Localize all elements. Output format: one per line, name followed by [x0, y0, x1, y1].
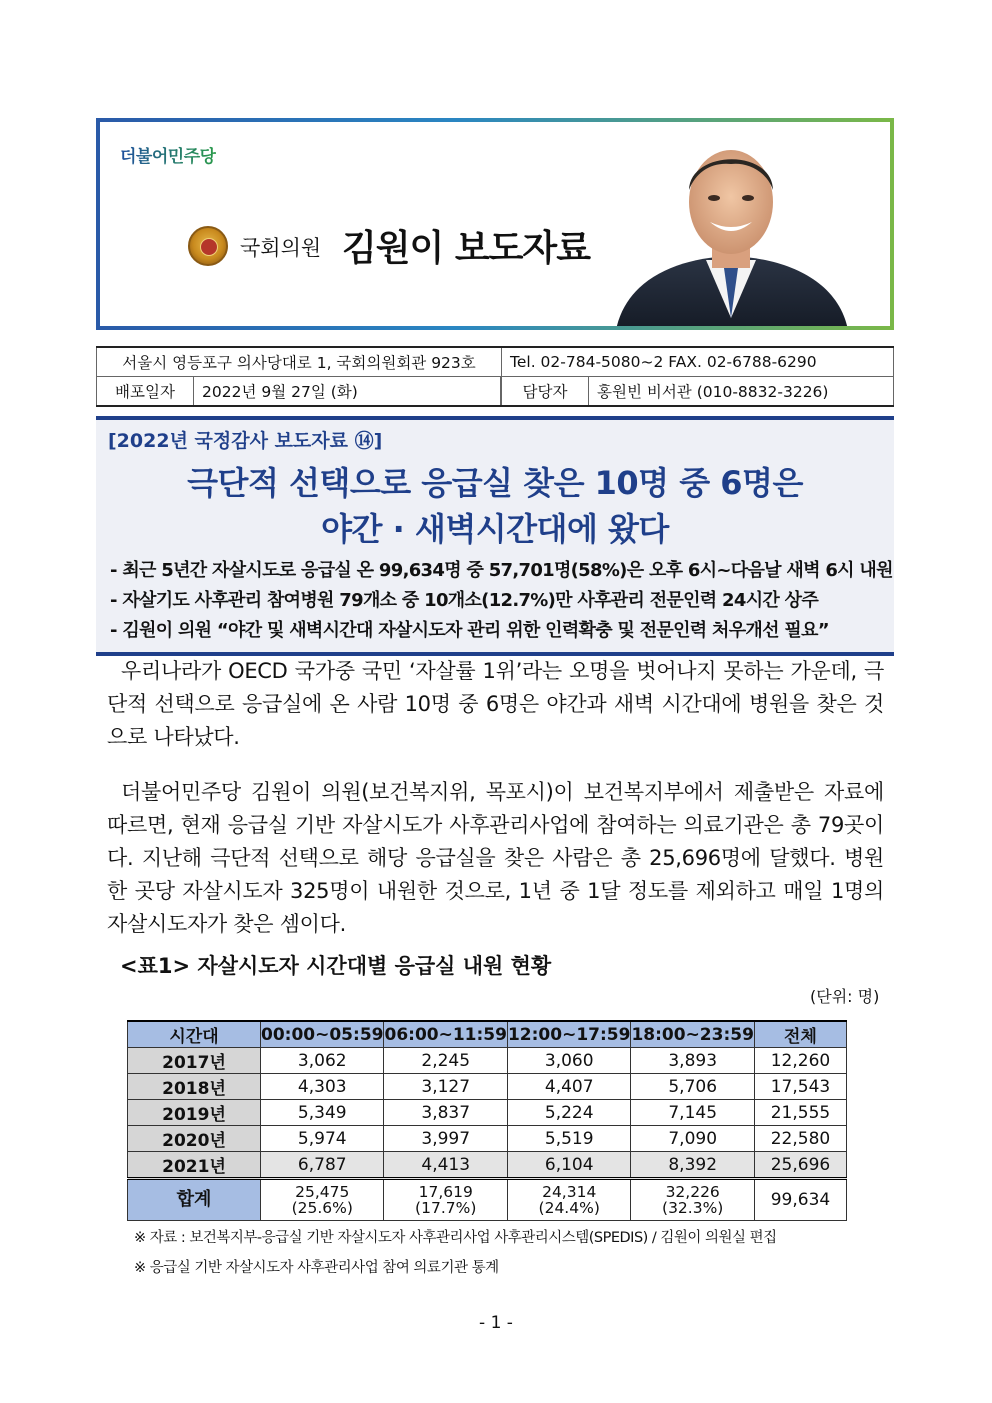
row-year: 2018년	[128, 1074, 261, 1100]
table-cell: 21,555	[754, 1100, 846, 1126]
total-value: 17,619	[418, 1183, 473, 1201]
table-cell: 4,413	[384, 1152, 507, 1179]
table-cell: 25,696	[754, 1152, 846, 1179]
table-row	[128, 1100, 847, 1126]
total-value: 32,226	[665, 1183, 720, 1201]
table-total-row	[128, 1179, 847, 1221]
headline-title-line2: 야간 · 새벽시간대에 왔다	[321, 510, 669, 548]
table-row	[128, 1126, 847, 1152]
table-cell: 3,837	[384, 1100, 507, 1126]
table-caption: <표1> 자살시도자 시간대별 응급실 내원 현황	[120, 954, 552, 978]
table-cell: 3,893	[631, 1048, 754, 1074]
address: 서울시 영등포구 의사당대로 1, 국회의원회관 923호	[97, 347, 502, 377]
table-cell: 6,104	[507, 1152, 630, 1179]
headline-title-line1: 극단적 선택으로 응급실 찾은 10명 중 6명은	[187, 464, 803, 502]
table-row	[128, 1074, 847, 1100]
manager-contact: 홍원빈 비서관 (010-8832-3226)	[589, 377, 894, 407]
statistics-note: ※ 응급실 기반 자살시도자 사후관리사업 참여 의료기관 통계	[134, 1260, 499, 1276]
total-percent: (32.3%)	[662, 1199, 724, 1217]
table-cell: 5,349	[261, 1100, 384, 1126]
total-cell	[507, 1179, 630, 1221]
manager-label: 담당자	[502, 377, 589, 407]
table-cell: 8,392	[631, 1152, 754, 1179]
grand-total: 99,634	[754, 1179, 846, 1221]
table-header-cell: 12:00~17:59	[507, 1021, 630, 1048]
table-cell: 6,787	[261, 1152, 384, 1179]
row-year: 2021년	[128, 1152, 261, 1179]
table-header-cell: 00:00~05:59	[261, 1021, 384, 1048]
table-header-cell: 06:00~11:59	[384, 1021, 507, 1048]
body-paragraph-2: 더불어민주당 김원이 의원(보건복지위, 목포시)이 보건복지부에서 제출받은 자료에 따르면, 현재 응급실 기반 자살시도가 사후관리사업에 참여하는 의료기관은 총 79곳이다. 지난해 극단적 선택으로 해당 응급실을 찾은 사람은 총 25,696명에 달했다. 병원 한 곳당 자살시도자 325명이 내원한 것으로, 1년 중 1달 정도를 제외하고 매일 1명의 자살시도자가 찾은 셈이다.	[107, 780, 884, 936]
contact-info-table	[96, 346, 894, 407]
headline-box	[96, 416, 894, 656]
table-cell: 5,974	[261, 1126, 384, 1152]
table-row	[128, 1152, 847, 1179]
row-year: 2017년	[128, 1048, 261, 1074]
total-cell	[261, 1179, 384, 1221]
total-percent: (17.7%)	[415, 1199, 477, 1217]
release-date-label: 배포일자	[97, 377, 194, 407]
table-cell: 7,090	[631, 1126, 754, 1152]
party-logo: 더불어민주당	[120, 142, 216, 167]
table-header-cell: 전체	[754, 1021, 846, 1048]
table-cell: 3,127	[384, 1074, 507, 1100]
visits-by-time-table	[127, 1020, 847, 1221]
total-percent: (24.4%)	[538, 1199, 600, 1217]
table-header-cell: 시간대	[128, 1021, 261, 1048]
row-year: 2019년	[128, 1100, 261, 1126]
national-assembly-seal-icon	[188, 226, 228, 266]
source-note: ※ 자료 : 보건복지부-응급실 기반 자살시도자 사후관리사업 사후관리시스템(SPEDIS) / 김원이 의원실 편집	[134, 1230, 777, 1246]
headline-bullet: - 김원이 의원 “야간 및 새벽시간대 자살시도자 관리 위한 인력확충 및 전문인력 처우개선 필요”	[110, 620, 829, 641]
total-value: 24,314	[542, 1183, 597, 1201]
total-label: 합계	[128, 1179, 261, 1221]
press-title: 김원이 보도자료	[342, 228, 590, 269]
body-paragraph-1: 우리나라가 OECD 국가중 국민 ‘자살률 1위’라는 오명을 벗어나지 못하는 가운데, 극단적 선택으로 응급실에 온 사람 10명 중 6명은 야간과 새벽 시간대에 병원을 찾은 것으로 나타났다.	[107, 659, 884, 749]
table-row	[128, 1048, 847, 1074]
page-number: - 1 -	[479, 1313, 513, 1333]
total-cell	[384, 1179, 507, 1221]
table-header-cell: 18:00~23:59	[631, 1021, 754, 1048]
table-cell: 2,245	[384, 1048, 507, 1074]
table-cell: 3,062	[261, 1048, 384, 1074]
member-label: 국회의원	[240, 236, 322, 260]
release-date: 2022년 9월 27일 (화)	[194, 377, 501, 407]
headline-bullet: - 최근 5년간 자살시도로 응급실 온 99,634명 중 57,701명(58%)은 오후 6시~다음날 새벽 6시 내원	[110, 560, 893, 581]
table-cell: 5,519	[507, 1126, 630, 1152]
table-cell: 4,407	[507, 1074, 630, 1100]
table-cell: 5,706	[631, 1074, 754, 1100]
table-cell: 3,997	[384, 1126, 507, 1152]
member-portrait-icon	[606, 140, 856, 330]
table-unit: (단위: 명)	[810, 987, 880, 1006]
headline-tag: [2022년 국정감사 보도자료 ⑭]	[108, 430, 383, 452]
row-year: 2020년	[128, 1126, 261, 1152]
table-cell: 7,145	[631, 1100, 754, 1126]
headline-bullet: - 자살기도 사후관리 참여병원 79개소 중 10개소(12.7%)만 사후관리 전문인력 24시간 상주	[110, 590, 819, 611]
table-cell: 4,303	[261, 1074, 384, 1100]
total-cell	[631, 1179, 754, 1221]
press-release-banner	[96, 118, 894, 330]
table-cell: 5,224	[507, 1100, 630, 1126]
table-cell: 12,260	[754, 1048, 846, 1074]
total-percent: (25.6%)	[291, 1199, 353, 1217]
contact-phone-fax: Tel. 02-784-5080~2 FAX. 02-6788-6290	[502, 347, 894, 377]
total-value: 25,475	[295, 1183, 350, 1201]
table-cell: 17,543	[754, 1074, 846, 1100]
table-cell: 22,580	[754, 1126, 846, 1152]
table-cell: 3,060	[507, 1048, 630, 1074]
